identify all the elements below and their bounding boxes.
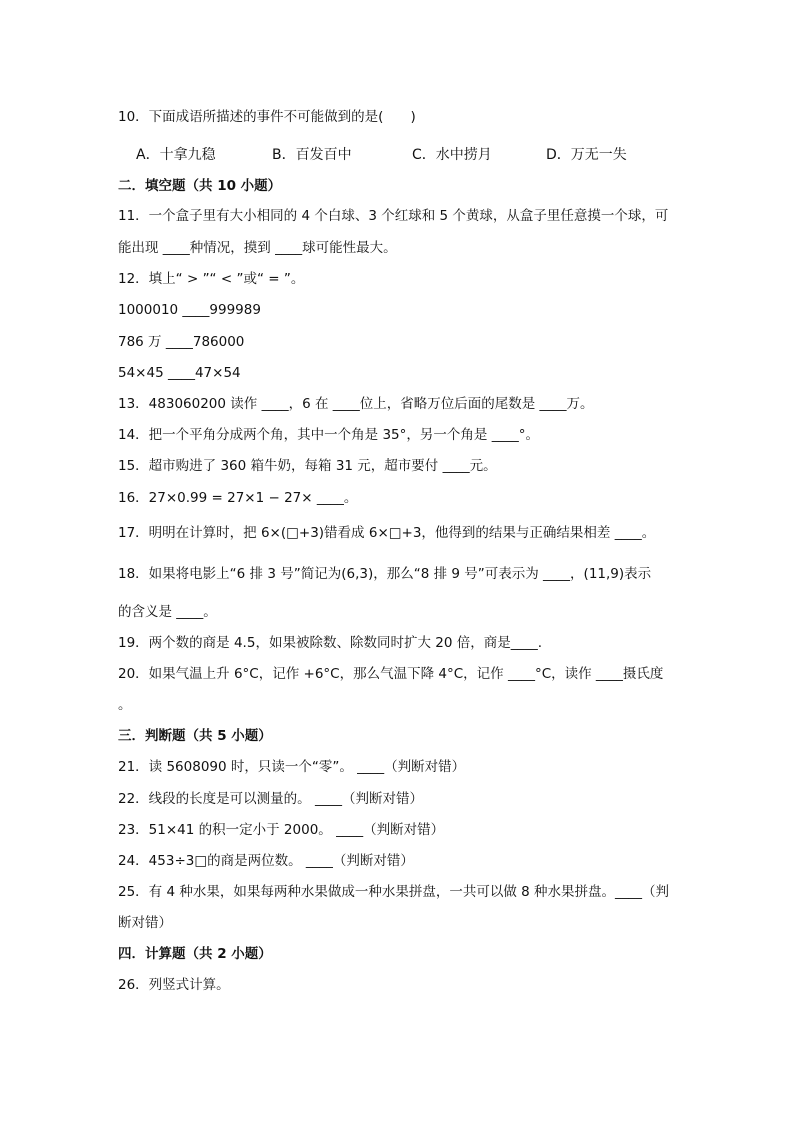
question-12-item-3: 54×45 ____47×54 — [118, 365, 241, 381]
section-4-heading: 四．计算题（共 2 小题） — [118, 946, 272, 962]
question-20-line-1: 20．如果气温上升 6°C，记作 +6°C，那么气温下降 4°C，记作 ____°C，读作 ____摄氏度 — [118, 666, 664, 682]
question-10-options — [0, 144, 794, 164]
option-a: A．十拿九稳 — [136, 147, 216, 163]
question-12-item-2: 786 万 ____786000 — [118, 334, 245, 350]
question-23: 23．51×41 的积一定小于 2000。 ____（判断对错） — [118, 822, 445, 838]
option-c: C．水中捞月 — [412, 147, 492, 163]
question-16: 16．27×0.99 = 27×1 − 27× ____。 — [118, 490, 358, 506]
question-18-line-2: 的含义是 ____。 — [118, 604, 217, 620]
section-3-heading: 三．判断题（共 5 小题） — [118, 728, 272, 744]
question-19: 19．两个数的商是 4.5，如果被除数、除数同时扩大 20 倍，商是____. — [118, 635, 542, 651]
question-11-line-2: 能出现 ____种情况，摸到 ____球可能性最大。 — [118, 240, 397, 256]
question-13: 13．483060200 读作 ____，6 在 ____位上，省略万位后面的尾数是 ____万。 — [118, 396, 594, 412]
question-26: 26．列竖式计算。 — [118, 977, 230, 993]
question-20-line-2: 。 — [118, 697, 132, 713]
question-12: 12．填上“ > ”“ < ”或“ = ”。 — [118, 271, 305, 287]
question-15: 15．超市购进了 360 箱牛奶，每箱 31 元，超市要付 ____元。 — [118, 458, 497, 474]
question-14: 14．把一个平角分成两个角，其中一个角是 35°，另一个角是 ____°。 — [118, 427, 539, 443]
question-11-line-1: 11．一个盒子里有大小相同的 4 个白球、3 个红球和 5 个黄球，从盒子里任意摸一个球，可 — [118, 208, 669, 224]
option-d: D．万无一失 — [546, 147, 627, 163]
option-b: B．百发百中 — [272, 147, 352, 163]
question-25-line-2: 断对错） — [118, 915, 172, 931]
question-10: 10．下面成语所描述的事件不可能做到的是( ) — [118, 109, 416, 125]
section-2-heading: 二．填空题（共 10 小题） — [118, 178, 282, 194]
question-25-line-1: 25．有 4 种水果，如果每两种水果做成一种水果拼盘，一共可以做 8 种水果拼盘。____（判 — [118, 884, 670, 900]
question-24: 24．453÷3□的商是两位数。 ____（判断对错） — [118, 853, 414, 869]
question-17: 17．明明在计算时，把 6×(□+3)错看成 6×□+3，他得到的结果与正确结果相差 ____。 — [118, 525, 656, 541]
question-12-item-1: 1000010 ____999989 — [118, 302, 261, 318]
question-21: 21．读 5608090 时，只读一个“零”。 ____（判断对错） — [118, 759, 466, 775]
question-18-line-1: 18．如果将电影上“6 排 3 号”简记为(6,3)，那么“8 排 9 号”可表示为 ____，(11,9)表示 — [118, 566, 652, 582]
question-22: 22．线段的长度是可以测量的。 ____（判断对错） — [118, 791, 423, 807]
